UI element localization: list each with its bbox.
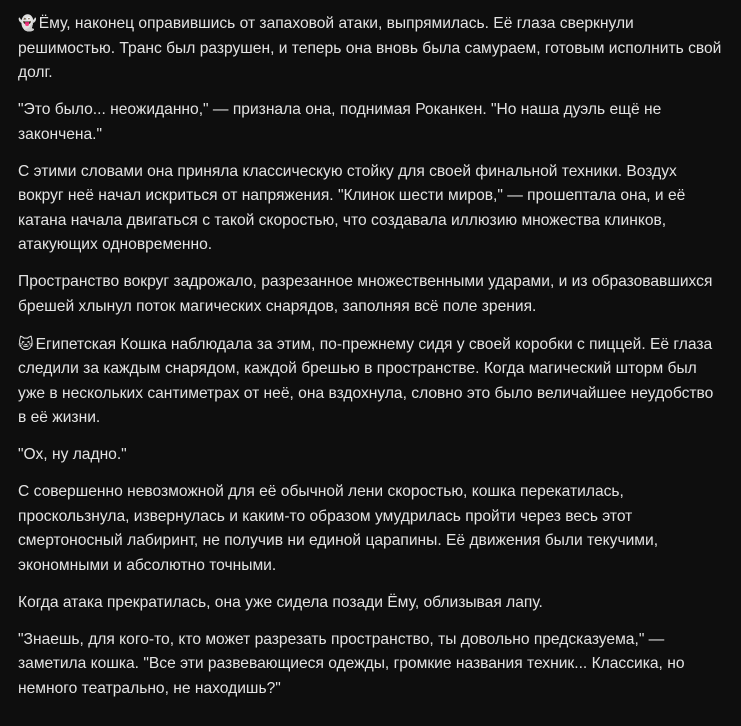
paragraph-text: Когда атака прекратилась, она уже сидела позади Ёму, облизывая лапу. — [18, 593, 543, 611]
paragraph — [18, 443, 723, 468]
paragraph-text: "Ох, ну ладно." — [18, 446, 127, 463]
paragraph-text: "Знаешь, для кого-то, кто может разрезать пространство, ты довольно предсказуема," — заметила кошка. "Все эти развевающиеся одежды, громкие названия техник... Классика, но немного театрально, не находишь?" — [18, 630, 685, 697]
paragraph-text: Египетская Кошка наблюдала за этим, по-прежнему сидя у своей коробки с пиццей. Её глаза следили за каждым снарядом, каждой брешью в пространстве. Когда магический шторм был уже в нескольких сантиметрах от неё, она вздохнула, словно это было величайшее неудобство в её жизни. — [18, 335, 714, 426]
paragraph-text: С совершенно невозможной для её обычной лени скоростью, кошка перекатилась, проскользнула, извернулась и каким-то образом умудрилась пройти через весь этот смертоносный лабиринт, не получив ни единой царапины. Её движения были текучими, экономными и абсолютно точными. — [18, 483, 659, 574]
paragraph — [18, 270, 723, 319]
paragraph — [18, 591, 723, 616]
paragraph-text: "Это было... неожиданно," — признала она, поднимая Роканкен. "Но наша дуэль ещё не закончена." — [18, 101, 662, 143]
paragraph — [18, 480, 723, 578]
paragraph-text: Пространство вокруг задрожало, разрезанное множественными ударами, и из образовавшихся брешей хлынул поток магических снарядов, заполняя всё поле зрения. — [18, 273, 713, 315]
paragraph — [18, 160, 723, 258]
paragraph-text: С этими словами она приняла классическую стойку для своей финальной техники. Воздух вокруг неё начал искриться от напряжения. "Клинок шести миров," — прошептала она, и её катана начала двигаться с такой скоростью, что создавала иллюзию множества клинков, атакующих одновременно. — [18, 162, 686, 253]
paragraph — [18, 11, 723, 86]
paragraph — [18, 332, 723, 431]
paragraph — [18, 628, 723, 702]
paragraph-text: Ёму, наконец оправившись от запаховой атаки, выпрямилась. Её глаза сверкнули решимостью. Транс был разрушен, и теперь она вновь была самураем, готовым исполнить свой долг. — [18, 15, 722, 81]
cat-face-icon: 🐱 — [18, 334, 34, 353]
ghost-icon: 👻 — [18, 14, 37, 32]
chat-message — [18, 11, 723, 714]
paragraph — [18, 98, 723, 147]
